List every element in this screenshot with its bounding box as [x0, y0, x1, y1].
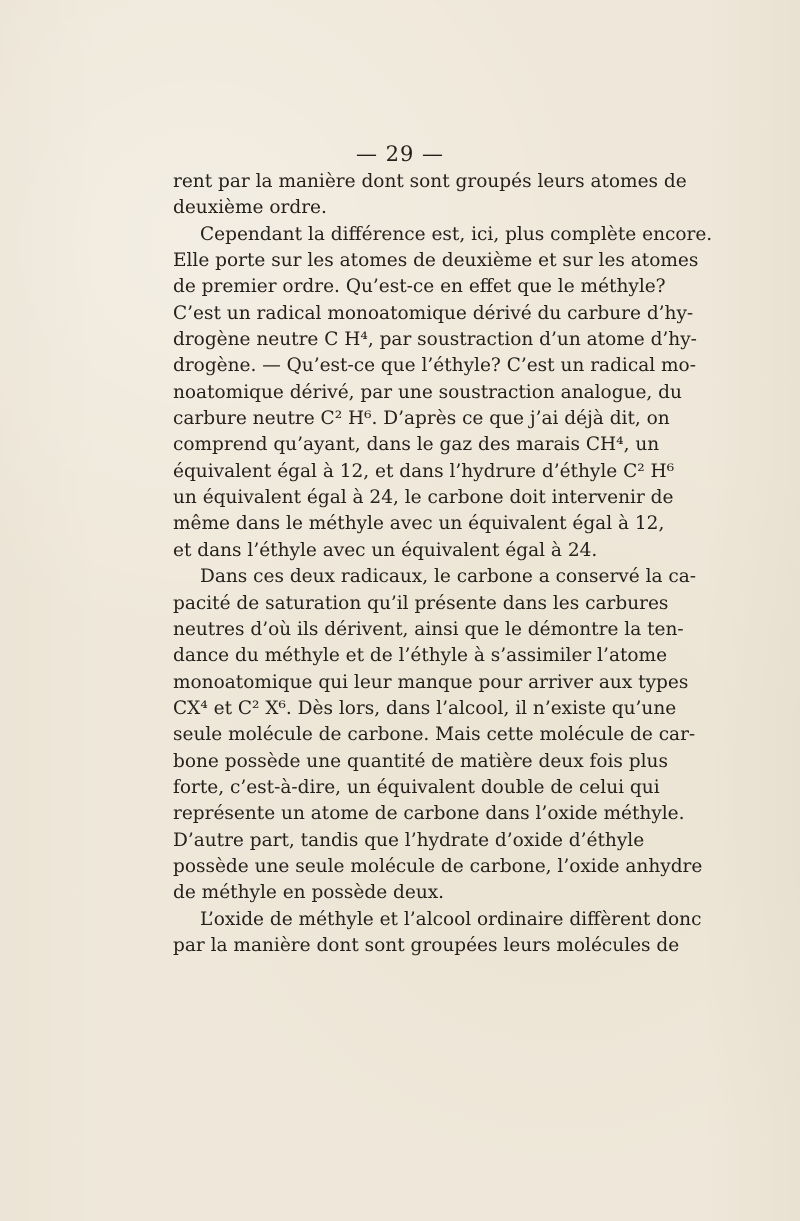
text-line-5: de premier ordre. Qu’est-ce en effet que le méthyle? [173, 276, 666, 298]
body-text [173, 169, 713, 959]
text-line-3: Cependant la différence est, ici, plus complète encore. [200, 223, 713, 245]
text-line-26: D’autre part, tandis que l’hydrate d’oxide d’éthyle [173, 829, 645, 851]
text-line-16: Dans ces deux radicaux, le carbone a conservé la ca- [200, 566, 697, 588]
text-line-24: forte, c’est-à-dire, un équivalent double de celui qui [173, 776, 660, 798]
text-line-7: drogène neutre C H⁴, par soustraction d’un atome d’hy- [173, 329, 697, 351]
text-line-28: de méthyle en possède deux. [173, 882, 445, 904]
text-line-21: CX⁴ et C² X⁶. Dès lors, dans l’alcool, il n’existe qu’une [173, 697, 677, 719]
text-line-25: représente un atome de carbone dans l’oxide méthyle. [173, 803, 685, 825]
text-line-1: rent par la manière dont sont groupés leurs atomes de [173, 171, 687, 192]
text-line-20: monoatomique qui leur manque pour arriver aux types [173, 671, 689, 693]
text-line-13: un équivalent égal à 24, le carbone doit intervenir de [173, 487, 674, 509]
text-line-10: carbure neutre C² H⁶. D’après ce que j’ai déjà dit, on [173, 408, 670, 430]
text-line-18: neutres d’où ils dérivent, ainsi que le démontre la ten- [173, 618, 684, 640]
text-line-19: dance du méthyle et de l’éthyle à s’assimiler l’atome [173, 645, 668, 667]
text-line-22: seule molécule de carbone. Mais cette molécule de car- [173, 724, 696, 746]
text-line-14: même dans le méthyle avec un équivalent égal à 12, [173, 513, 665, 535]
text-line-4: Elle porte sur les atomes de deuxième et sur les atomes [173, 250, 699, 272]
text-line-2: deuxième ordre. [173, 197, 327, 219]
text-line-15: et dans l’éthyle avec un équivalent égal à 24. [173, 539, 598, 561]
text-line-11: comprend qu’ayant, dans le gaz des marais CH⁴, un [173, 434, 660, 456]
text-line-12: équivalent égal à 12, et dans l’hydrure d’éthyle C² H⁶ [173, 460, 675, 482]
page-number: — 29 — [355, 142, 445, 166]
text-line-30: par la manière dont sont groupées leurs molécules de [173, 934, 680, 956]
text-line-17: pacité de saturation qu’il présente dans les carbures [173, 592, 669, 614]
text-line-6: C’est un radical monoatomique dérivé du carbure d’hy- [173, 302, 694, 324]
text-line-9: noatomique dérivé, par une soustraction analogue, du [173, 381, 682, 403]
text-line-8: drogène. — Qu’est-ce que l’éthyle? C’est un radical mo- [173, 355, 696, 377]
text-line-27: possède une seule molécule de carbone, l’oxide anhydre [173, 855, 703, 877]
text-line-29: L’oxide de méthyle et l’alcool ordinaire diffèrent donc [200, 908, 702, 930]
text-line-23: bone possède une quantité de matière deux fois plus [173, 750, 668, 772]
